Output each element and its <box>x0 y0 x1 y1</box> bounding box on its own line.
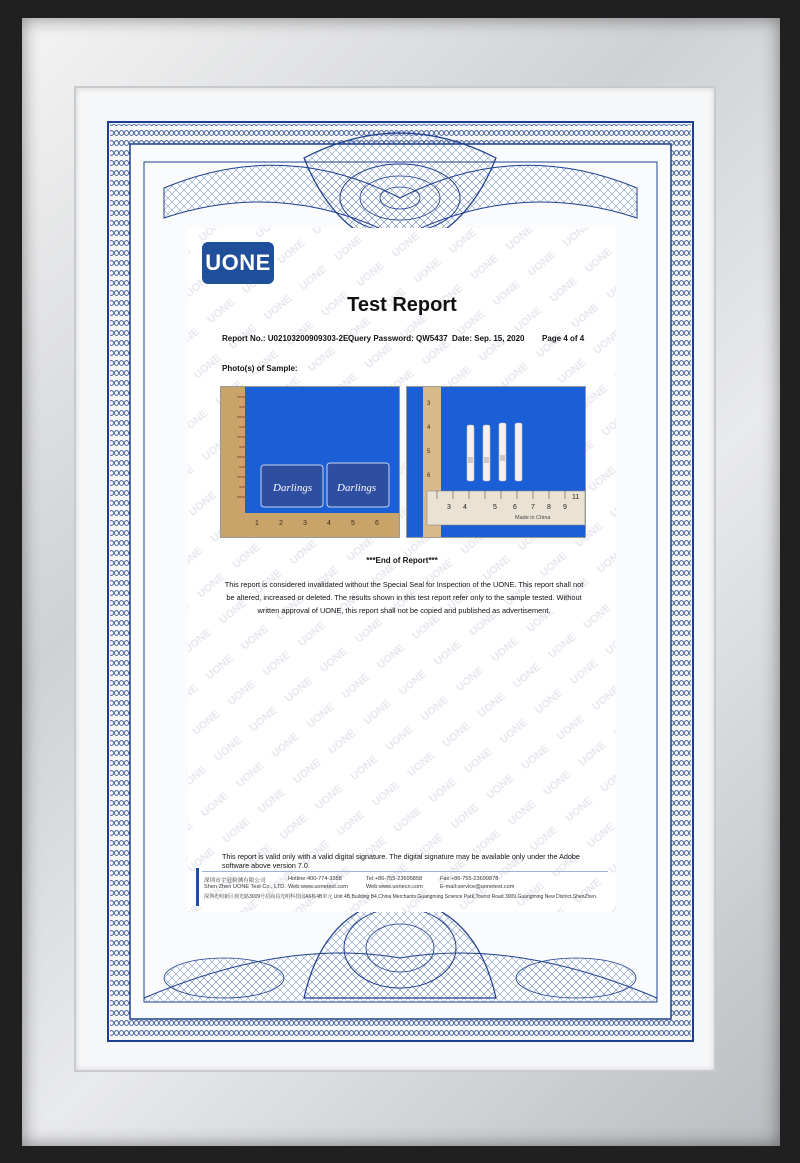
footer-fax: Fax:+86-755-23699878 <box>440 876 499 882</box>
svg-text:11: 11 <box>572 494 580 501</box>
footer-web-cn: Web:www.uonecn.com <box>366 884 423 890</box>
footer-accent-bar <box>196 868 199 906</box>
report-page <box>188 228 616 912</box>
uone-watermark <box>188 228 616 912</box>
svg-text:Darlings: Darlings <box>337 482 377 494</box>
svg-text:3: 3 <box>447 504 451 511</box>
svg-text:1: 1 <box>255 520 259 527</box>
query-password: Query Password: QW5437 <box>348 334 448 343</box>
report-date: Date: Sep. 15, 2020 <box>452 334 525 343</box>
svg-text:9: 9 <box>563 504 567 511</box>
footer-company-en: Shen Zhen UONE Test Co., LTD. <box>204 884 286 890</box>
svg-text:3: 3 <box>427 401 431 407</box>
uone-logo: UONE <box>202 242 274 284</box>
footer-tel: Tel:+86-755-23695858 <box>366 876 423 882</box>
svg-text:8: 8 <box>547 504 551 511</box>
svg-text:4: 4 <box>327 520 331 527</box>
svg-text:7: 7 <box>531 504 535 511</box>
sample-photo-tips <box>406 386 586 538</box>
svg-text:5: 5 <box>493 504 497 511</box>
validity-note: This report is valid only with a valid digital signature. The digital signature may be available only under the Adobe software above version 7.0. <box>222 852 580 870</box>
report-title: Test Report <box>347 294 457 316</box>
sample-photo-packaging <box>220 386 400 538</box>
svg-text:3: 3 <box>303 520 307 527</box>
svg-text:5: 5 <box>427 449 431 455</box>
svg-text:6: 6 <box>427 473 431 479</box>
packaging-box-2 <box>327 463 389 507</box>
footer-web-en: Web:www.uonetest.com <box>288 884 348 890</box>
packaging-box-1 <box>261 465 323 507</box>
disclaimer-text: This report is considered invalidated without the Special Seal for Inspection of the UONE. This report shall not be altered, increased or deleted. The results shown in this test report refer only to the sample tested. Without written approval of UONE, this report shall not be copied and published as advertisement. <box>224 580 584 615</box>
footer-email: E-mail:service@uonetest.com <box>440 884 515 890</box>
photos-label: Photo(s) of Sample: <box>222 364 298 373</box>
report-number: Report No.: U02103200909303-2E <box>222 334 349 343</box>
footer-hotline: Hotline:400-774-3358 <box>288 876 342 882</box>
page-number: Page 4 of 4 <box>542 334 585 343</box>
footer-address: 深圳光明新区观光路3009号招商局光明科技园A6栋4B单元 Unit 4B,Building B4,China Merchants Guangming Science Park,Tourist Road 3009,Guangming New District,ShenZhen. <box>204 894 598 900</box>
svg-text:4: 4 <box>427 425 431 431</box>
footer-company-cn: 深圳市宇冠检测有限公司 <box>204 878 266 884</box>
svg-text:5: 5 <box>351 520 355 527</box>
svg-text:6: 6 <box>513 504 517 511</box>
end-of-report: ***End of Report*** <box>366 556 438 565</box>
svg-text:6: 6 <box>375 520 379 527</box>
svg-text:Darlings: Darlings <box>273 482 313 494</box>
footer-divider <box>202 871 608 872</box>
svg-text:Made in China: Made in China <box>515 515 551 521</box>
svg-text:2: 2 <box>279 520 283 527</box>
svg-text:4: 4 <box>463 504 467 511</box>
